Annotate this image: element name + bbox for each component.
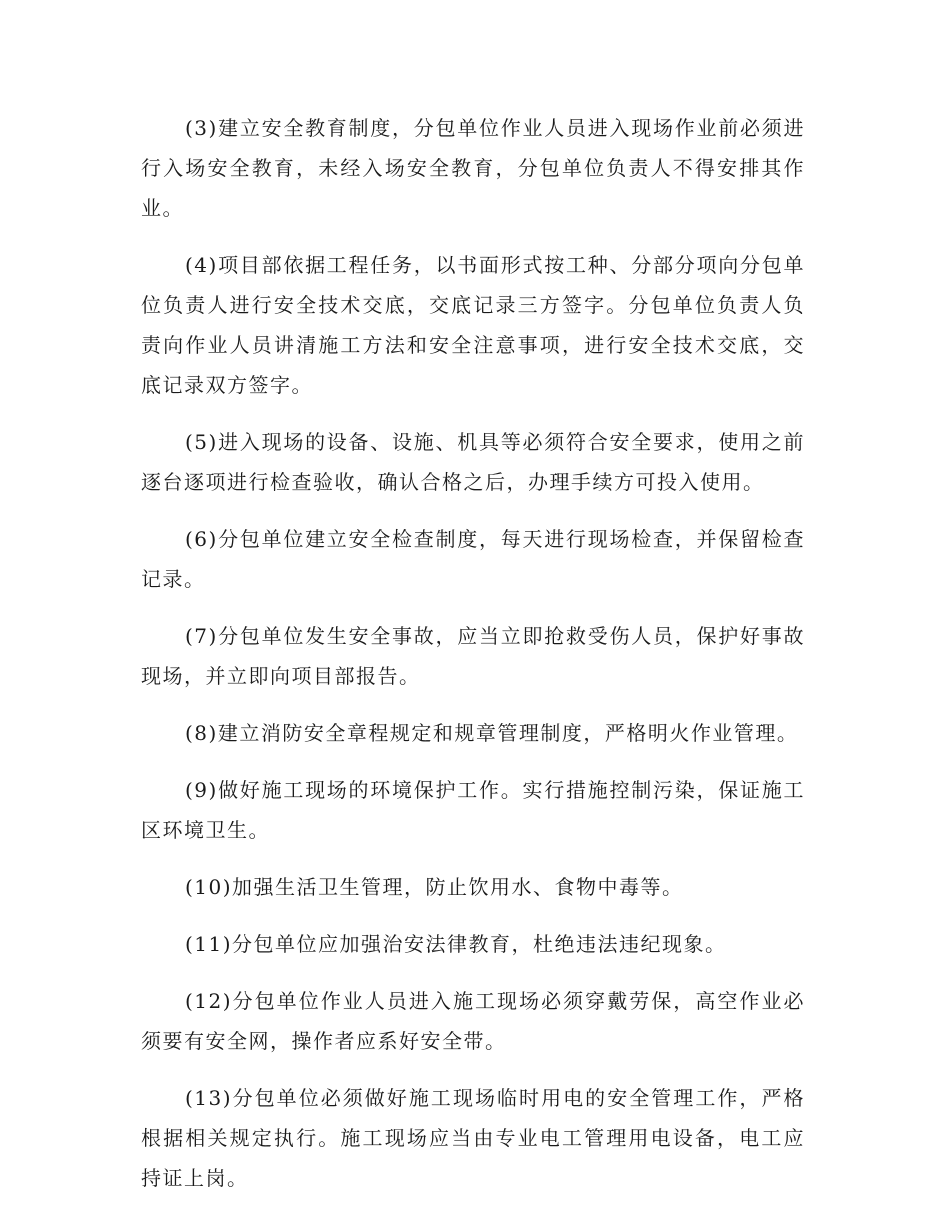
paragraph-item-5: (5)进入现场的设备、设施、机具等必须符合安全要求，使用之前逐台逐项进行检查验收，确认合格之后，办理手续方可投入使用。 <box>141 430 805 494</box>
paragraph-item-10: (10)加强生活卫生管理，防止饮用水、食物中毒等。 <box>185 875 684 899</box>
paragraph-item-6: (6)分包单位建立安全检查制度，每天进行现场检查，并保留检查记录。 <box>141 527 805 591</box>
paragraph-item-7: (7)分包单位发生安全事故，应当立即抢救受伤人员，保护好事故现场，并立即向项目部报告。 <box>141 624 805 688</box>
paragraph-item-3: (3)建立安全教育制度，分包单位作业人员进入现场作业前必须进行入场安全教育，未经入场安全教育，分包单位负责人不得安排其作业。 <box>141 116 805 220</box>
paragraph-item-11: (11)分包单位应加强治安法律教育，杜绝违法违纪现象。 <box>185 932 727 956</box>
paragraph-item-8: (8)建立消防安全章程规定和规章管理制度，严格明火作业管理。 <box>185 721 799 745</box>
paragraph-item-9: (9)做好施工现场的环境保护工作。实行措施控制污染，保证施工区环境卫生。 <box>141 778 805 842</box>
paragraph-item-13: (13)分包单位必须做好施工现场临时用电的安全管理工作，严格根据相关规定执行。施工现场应当由专业电工管理用电设备，电工应持证上岗。 <box>141 1086 805 1190</box>
paragraph-item-4: (4)项目部依据工程任务，以书面形式按工种、分部分项向分包单位负责人进行安全技术交底，交底记录三方签字。分包单位负责人负责向作业人员讲清施工方法和安全注意事项，进行安全技术交底，交底记录双方签字。 <box>141 253 805 397</box>
paragraph-item-12: (12)分包单位作业人员进入施工现场必须穿戴劳保，高空作业必须要有安全网，操作者应系好安全带。 <box>141 989 805 1053</box>
document-body <box>141 108 805 1215</box>
